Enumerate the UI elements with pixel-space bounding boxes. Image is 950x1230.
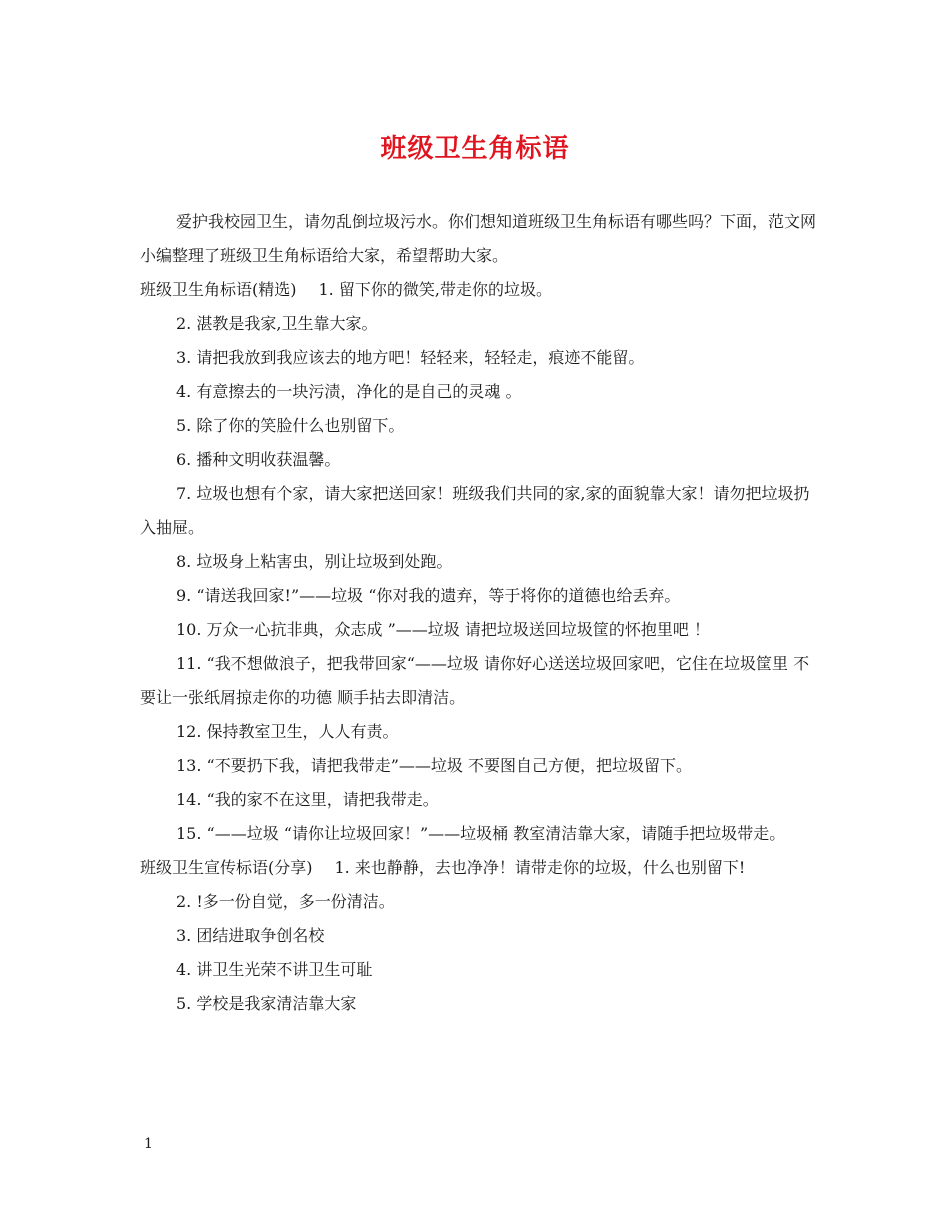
- section2-heading-line: [140, 851, 816, 885]
- section1-item: 4. 有意擦去的一块污渍，净化的是自己的灵魂 。: [176, 382, 522, 401]
- document-title: 班级卫生角标语: [380, 134, 570, 164]
- section1-item: 7. 垃圾也想有个家，请大家把送回家！班级我们共同的家,家的面貌靠大家！请勿把垃圾扔入抽屉。: [140, 484, 810, 537]
- section1-heading-line: [140, 273, 816, 307]
- section1-item: 12. 保持教室卫生，人人有责。: [176, 722, 399, 741]
- section1-item: 3. 请把我放到我应该去的地方吧！轻轻来，轻轻走，痕迹不能留。: [176, 348, 645, 367]
- section1-item: 8. 垃圾身上粘害虫，别让垃圾到处跑。: [176, 552, 453, 571]
- section1-heading: 班级卫生角标语(精选): [140, 280, 297, 299]
- section1-item: 14. “我的家不在这里，请把我带走。: [176, 790, 439, 809]
- section1-item: 9. “请送我回家!”——垃圾 “你对我的遗弃，等于将你的道德也给丢弃。: [176, 586, 681, 605]
- section1-item: 13. “不要扔下我，请把我带走”——垃圾 不要图自己方便，把垃圾留下。: [176, 756, 692, 775]
- section2-item: 4. 讲卫生光荣不讲卫生可耻: [176, 960, 373, 979]
- document-body: [140, 205, 816, 1021]
- section1-item: 10. 万众一心抗非典，众志成 ”——垃圾 请把垃圾送回垃圾筐的怀抱里吧 ！: [176, 620, 710, 639]
- intro-paragraph: 爱护我校园卫生，请勿乱倒垃圾污水。你们想知道班级卫生角标语有哪些吗？下面，范文网小编整理了班级卫生角标语给大家，希望帮助大家。: [140, 212, 817, 265]
- section2-item-1: 1. 来也静静，去也净净！请带走你的垃圾，什么也别留下!: [334, 858, 746, 877]
- section1-item: 5. 除了你的笑脸什么也别留下。: [176, 416, 405, 435]
- section1-item: 15. “——垃圾 “请你让垃圾回家！”——垃圾桶 教室清洁靠大家，请随手把垃圾带走。: [176, 824, 786, 843]
- section2-item: 3. 团结进取争创名校: [176, 926, 325, 945]
- page-number: 1: [144, 1136, 153, 1152]
- section1-item: 11. “我不想做浪子，把我带回家“——垃圾 请你好心送送垃圾回家吧，它住在垃圾筐里 不要让一张纸屑掠走你的功德 顺手拈去即清洁。: [140, 654, 810, 707]
- section1-item: 2. 湛教是我家,卫生靠大家。: [176, 314, 378, 333]
- section1-item: 6. 播种文明收获温馨。: [176, 450, 341, 469]
- section2-item: 2. !多一份自觉，多一份清洁。: [176, 892, 395, 911]
- section2-item: 5. 学校是我家清洁靠大家: [176, 994, 357, 1013]
- section2-heading: 班级卫生宣传标语(分享): [140, 858, 313, 877]
- section1-item-1: 1. 留下你的微笑,带走你的垃圾。: [318, 280, 552, 299]
